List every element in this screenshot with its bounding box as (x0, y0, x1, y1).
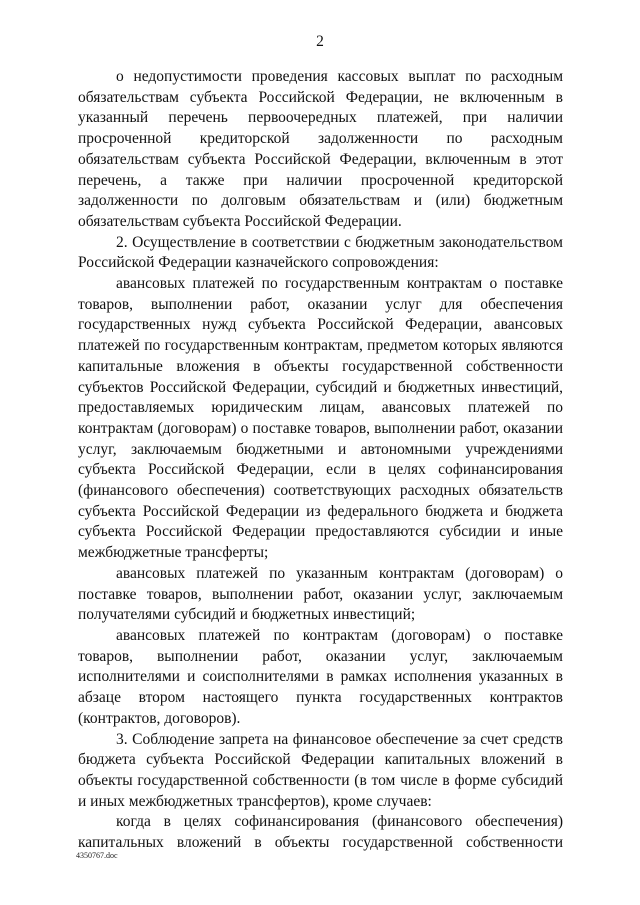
paragraph-payment-restriction-end: о недопустимости проведения кассовых выплат по расходным обязательствам субъекта Российской Федерации, не включенным в указанный перечень первоочередных платежей, при наличии просроченной кредиторской задолженности по расходным обязательствам субъекта Российской Федерации, включенным в этот перечень, а также при наличии просроченной кредиторской задолженности по долговым обязательствам и (или) бюджетным обязательствам субъекта Российской Федерации. (78, 68, 563, 230)
paragraph-cofinancing-exception: когда в целях софинансирования (финансового обеспечения) капитальных вложений в объекты государственной собственности (78, 813, 563, 852)
paragraph-item-3-capital-investment-ban: 3. Соблюдение запрета на финансовое обеспечение за счет средств бюджета субъекта Российской Федерации капитальных вложений в объекты государственной собственности (в том числе в форме субсидий и иных межбюджетных трансфертов), кроме случаев: (78, 730, 563, 810)
paragraph-advance-payments-contractors: авансовых платежей по контрактам (договорам) о поставке товаров, выполнении работ, оказании услуг, заключаемым исполнителями и соисполнителями в рамках исполнения указанных в абзаце втором настоящего пункта государственных контрактов (контрактов, договоров). (78, 626, 563, 727)
page-number: 2 (316, 33, 324, 50)
document-file-id: 4350767.doc (76, 851, 118, 860)
document-body (78, 67, 563, 854)
paragraph-item-2-treasury-support: 2. Осуществление в соответствии с бюджетным законодательством Российской Федерации казначейского сопровождения: (78, 233, 563, 272)
paragraph-advance-payments-state-contracts: авансовых платежей по государственным контрактам о поставке товаров, выполнении работ, оказании услуг для обеспечения государственных нужд субъекта Российской Федерации, авансовых платежей по государственным контрактам, предметом которых являются капитальные вложения в объекты государственной собственности субъектов Российской Федерации, субсидий и бюджетных инвестиций, предоставляемых юридическим лицам, авансовых платежей по контрактам (договорам) о поставке товаров, выполнении работ, оказании услуг, заключаемым бюджетными и автономными учреждениями субъекта Российской Федерации, если в целях софинансирования (финансового обеспечения) соответствующих расходных обязательств субъекта Российской Федерации из федерального бюджета и бюджета субъекта Российской Федерации предоставляются субсидии и иные межбюджетные трансферты; (78, 275, 563, 562)
paragraph-advance-payments-subsidy-recipients: авансовых платежей по указанным контрактам (договорам) о поставке товаров, выполнении работ, оказании услуг, заключаемым получателями субсидий и бюджетных инвестиций; (78, 564, 563, 624)
